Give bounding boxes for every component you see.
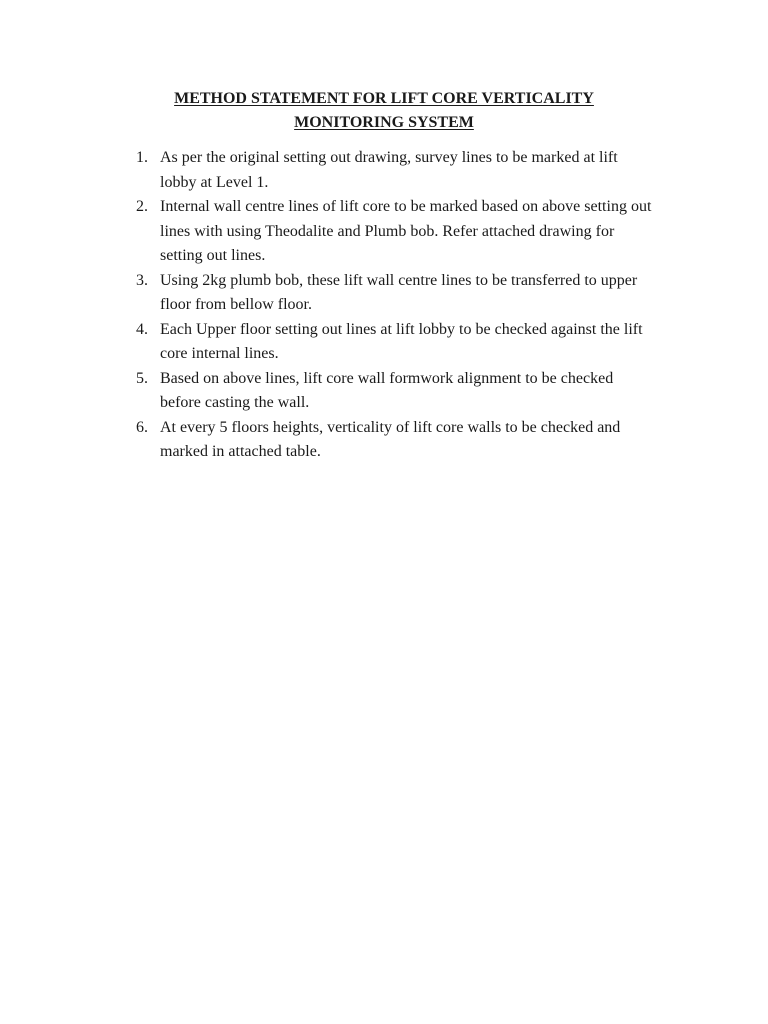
step-number: 6.: [136, 418, 148, 436]
step-number: 1.: [136, 149, 148, 166]
step-item-3: [136, 269, 656, 318]
step-text: Internal wall centre lines of lift core to be marked based on above setting out lines with using Theodalite and Plumb bob. Refer attached drawing for setting out lines.: [160, 198, 652, 264]
method-steps-list: [136, 146, 656, 465]
step-text: Each Upper floor setting out lines at lift lobby to be checked against the lift core internal lines.: [160, 320, 643, 362]
step-number: 5.: [136, 369, 148, 387]
step-text: Using 2kg plumb bob, these lift wall centre lines to be transferred to upper floor from bellow floor.: [160, 271, 638, 313]
document-title-line-2: MONITORING SYSTEM: [294, 114, 474, 131]
step-item-6: [136, 416, 656, 465]
step-text: At every 5 floors heights, verticality of lift core walls to be checked and marked in attached table.: [160, 418, 621, 460]
step-item-5: [136, 367, 656, 416]
step-text: As per the original setting out drawing, survey lines to be marked at lift lobby at Level 1.: [160, 149, 618, 191]
step-item-2: [136, 195, 656, 269]
step-item-4: [136, 318, 656, 367]
step-text: Based on above lines, lift core wall formwork alignment to be checked before casting the wall.: [160, 369, 614, 411]
step-number: 3.: [136, 271, 148, 289]
step-number: 2.: [136, 198, 148, 215]
document-title-line-1: METHOD STATEMENT FOR LIFT CORE VERTICALITY: [174, 90, 594, 107]
step-item-1: [136, 146, 656, 195]
step-number: 4.: [136, 320, 148, 338]
